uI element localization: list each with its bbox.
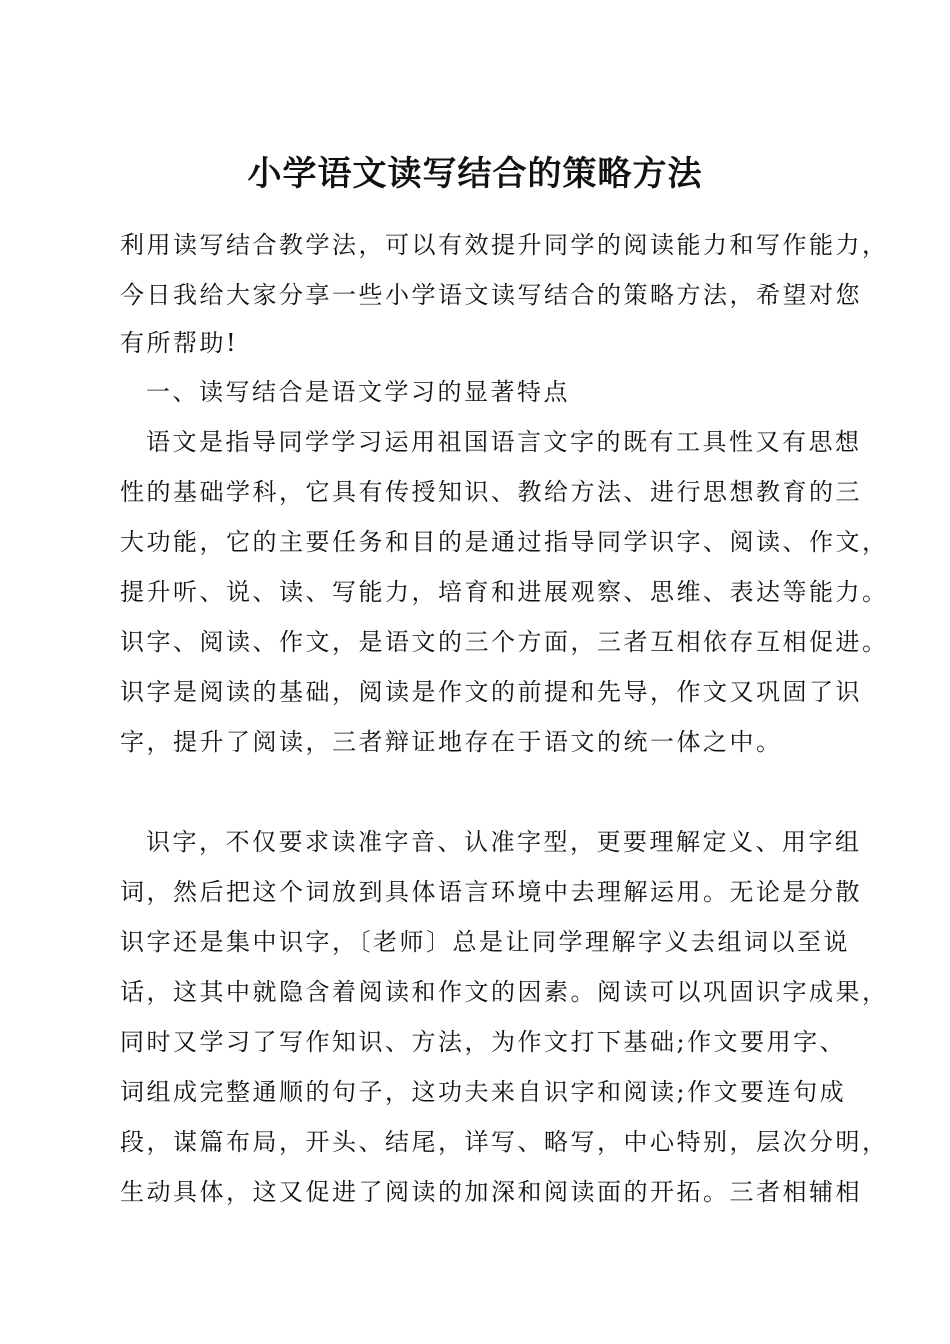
text-line: 大功能，它的主要任务和目的是通过指导同学识字、阅读、作文， <box>120 528 889 556</box>
section-heading: 一、读写结合是语文学习的显著特点 <box>146 378 570 406</box>
text-line: 生动具体，这又促进了阅读的加深和阅读面的开拓。三者相辅相 <box>120 1178 862 1206</box>
text-line: 话，这其中就隐含着阅读和作文的因素。阅读可以巩固识字成果， <box>120 978 889 1006</box>
text-line: 识字，不仅要求读准字音、认准字型，更要理解定义、用字组 <box>146 828 862 856</box>
text-line: 性的基础学科，它具有传授知识、教给方法、进行思想教育的三 <box>120 478 862 506</box>
text-line: 段，谋篇布局，开头、结尾，详写、略写，中心特别，层次分明， <box>120 1128 889 1156</box>
text-line: 词组成完整通顺的句子，这功夫来自识字和阅读;作文要连句成 <box>120 1078 847 1106</box>
text-line: 识字是阅读的基础，阅读是作文的前提和先导，作文又巩固了识 <box>120 678 862 706</box>
text-line: 识字、阅读、作文，是语文的三个方面，三者互相依存互相促进。 <box>120 628 889 656</box>
text-line: 语文是指导同学学习运用祖国语言文字的既有工具性又有思想 <box>146 428 862 456</box>
document-title: 小学语文读写结合的策略方法 <box>247 154 703 194</box>
text-line: 词，然后把这个词放到具体语言环境中去理解运用。无论是分散 <box>120 878 862 906</box>
text-line: 字，提升了阅读，三者辩证地存在于语文的统一体之中。 <box>120 728 783 756</box>
text-line: 同时又学习了写作知识、方法，为作文打下基础;作文要用字、 <box>120 1028 847 1056</box>
text-line: 提升听、说、读、写能力，培育和进展观察、思维、表达等能力。 <box>120 578 889 606</box>
text-line: 今日我给大家分享一些小学语文读写结合的策略方法，希望对您 <box>120 281 862 309</box>
text-line: 识字还是集中识字，〔老师〕总是让同学理解字义去组词以至说 <box>120 928 850 956</box>
text-line: 利用读写结合教学法，可以有效提升同学的阅读能力和写作能力， <box>120 231 889 259</box>
text-line: 有所帮助! <box>120 329 239 357</box>
